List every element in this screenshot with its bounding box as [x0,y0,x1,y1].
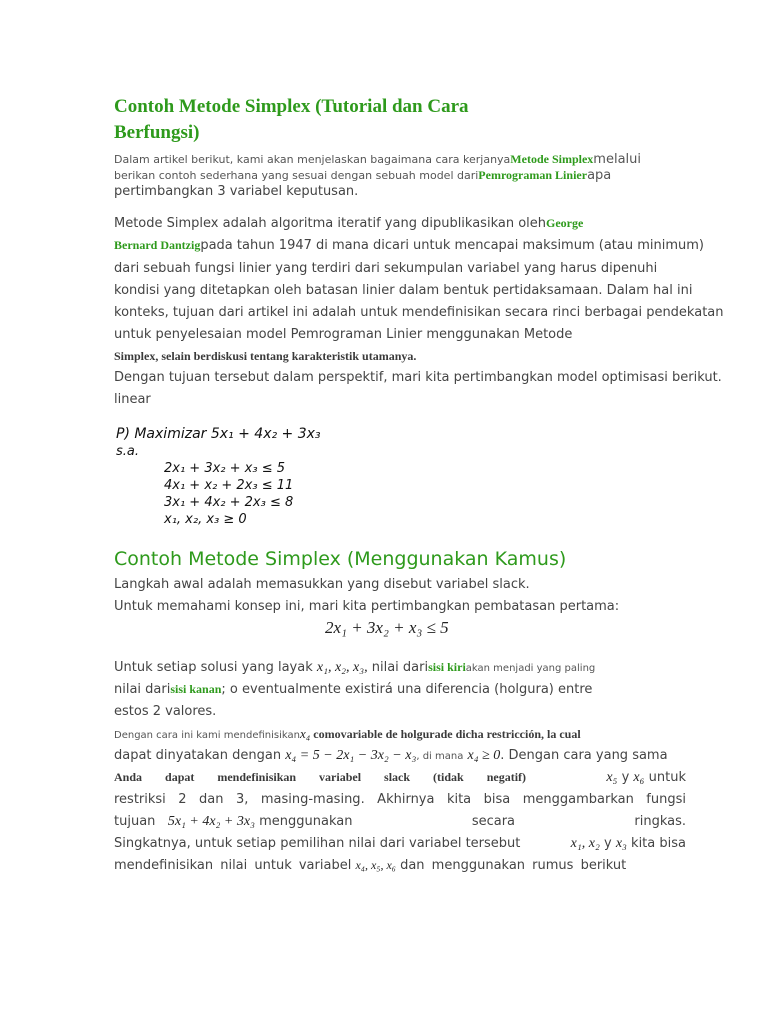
math-x1x2x3: x₁, x₂, x₃, [316,660,368,675]
link-sisi-kanan[interactable]: sisi kanan [170,682,222,696]
para-text: pada tahun 1947 di mana dicari untuk mencapai maksimum (atau minimum) [200,238,704,253]
s2-text: dapat dinyatakan dengan [114,748,282,763]
s2-text: ; o eventualmente existirá una diferencia (holgura) entre [221,682,593,697]
math-objective: 5x₁ + 4x₂ + 3x₃ [167,814,255,829]
s2-text: Singkatnya, untuk setiap pemilihan nilai dari variabel tersebut [114,836,521,851]
s2-text: ringkas. [634,814,686,829]
s2-text: nilai dari [114,682,171,697]
intro-line-2 [114,168,611,183]
s2-text: . Dengan cara yang sama [500,748,668,763]
intro-text: melalui [593,152,641,167]
s2-line-9: restriksi 2 dan 3, masing-masing. Akhirnya kita bisa menggambarkan fungsi [114,792,686,807]
math-x5: x₅ [606,770,618,785]
para1-line-1 [114,216,583,231]
s2-line-4 [114,682,592,697]
s2-text: tujuan [114,814,156,829]
s2-text: nilai dari [367,660,429,675]
s2-text: y [621,770,630,785]
s2-text: Untuk setiap solusi yang layak [114,660,313,675]
para1-line-7: Simplex, selain berdiskusi tentang karakteristik utamanya. [114,349,417,363]
para1-line-4: kondisi yang ditetapkan oleh batasan linier dalam bentuk pertidaksamaan. Dalam hal ini [114,283,693,298]
s2-text: menggunakan [259,814,353,829]
s2-text: , di mana [416,751,464,762]
s2-line-5: estos 2 valores. [114,704,217,719]
para1-line-6: untuk penyelesaian model Pemrograman Linier menggunakan Metode [114,327,573,342]
math-x6: x₆ [633,770,645,785]
link-sisi-kiri[interactable]: sisi kiri [428,660,466,674]
para1-line-8: Dengan tujuan tersebut dalam perspektif, mari kita pertimbangkan model optimisasi berikut. [114,370,722,385]
math-x4-def: x₄ = 5 − 2x₁ − 3x₂ − x₃ [285,748,417,763]
para-text: Metode Simplex adalah algoritma iteratif yang dipublikasikan oleh [114,216,547,231]
s2-line-11 [114,836,686,852]
intro-line-3: pertimbangkan 3 variabel keputusan. [114,184,359,199]
para1-line-2 [114,238,704,253]
s2-line-12 [114,858,626,873]
constraint-equation: 2x₁ + 3x₂ + x₃ ≤ 5 [325,618,449,637]
article-title: Contoh Metode Simplex (Tutorial dan Cara Berfungsi) [114,96,469,143]
math-x1x2: x₁, x₂ [570,836,600,851]
s2-text: untuk [648,770,686,785]
s2-line-6 [114,726,581,742]
lp-constraint-3: 3x₁ + 4x₂ + 2x₃ ≤ 8 [164,495,294,510]
section-heading: Contoh Metode Simplex (Menggunakan Kamus) [114,548,567,570]
s2-text: akan menjadi yang paling [465,663,596,674]
s2-line-10 [114,814,686,830]
s2-text: Dengan cara ini kami mendefinisikan [114,730,300,741]
link-metode-simplex[interactable]: Metode Simplex [510,152,594,166]
math-x3: x₃ [615,836,627,851]
intro-line-1 [114,152,641,167]
link-bernard-dantzig[interactable]: Bernard Dantzig [114,238,201,252]
math-x4: x₄ [299,726,311,741]
s2-text: y [603,836,612,851]
link-george[interactable]: George [546,216,584,230]
s2-text: comovariable de holgurade dicha restricción, la cual [310,727,581,741]
s2-text: secara [471,814,516,829]
math-x4x5x6: x₄, x₅, x₆ [355,858,396,872]
s2-line-1: Langkah awal adalah memasukkan yang disebut variabel slack. [114,577,530,592]
lp-constraint-1: 2x₁ + 3x₂ + x₃ ≤ 5 [164,461,285,476]
math-x4-nonneg: x₄ ≥ 0 [467,748,501,763]
s2-line-8 [114,770,686,786]
intro-text: berikan contoh sederhana yang sesuai dengan sebuah model dari [114,169,479,182]
intro-text: Dalam artikel berikut, kami akan menjelaskan bagaimana cara kerjanya [114,153,511,166]
lp-model [114,424,374,534]
s2-line-3 [114,660,595,676]
para1-line-5: konteks, tujuan dari artikel ini adalah untuk mendefinisikan secara rinci berbagai pendekatan [114,305,724,320]
lp-objective: P) Maximizar 5x₁ + 4x₂ + 3x₃ [116,426,321,442]
lp-constraint-2: 4x₁ + x₂ + 2x₃ ≤ 11 [164,478,294,493]
para1-line-3: dari sebuah fungsi linier yang terdiri dari sekumpulan variabel yang harus dipenuhi [114,261,658,276]
s2-line-7 [114,748,668,764]
lp-constraint-4: x₁, x₂, x₃ ≥ 0 [164,512,247,527]
intro-text: apa [587,168,612,183]
s2-text: mendefinisikan nilai untuk variabel [114,858,352,873]
s2-line-2: Untuk memahami konsep ini, mari kita pertimbangkan pembatasan pertama: [114,599,620,614]
s2-text: dan menggunakan rumus berikut [400,858,627,873]
s2-text: kita bisa [631,836,686,851]
para1-line-9: linear [114,392,151,407]
link-pemrograman-linier[interactable]: Pemrograman Linier [478,168,588,182]
lp-subject-to: s.a. [116,444,140,459]
s2-text: Anda dapat mendefinisikan variabel slack (tidak negatif) [114,770,527,784]
